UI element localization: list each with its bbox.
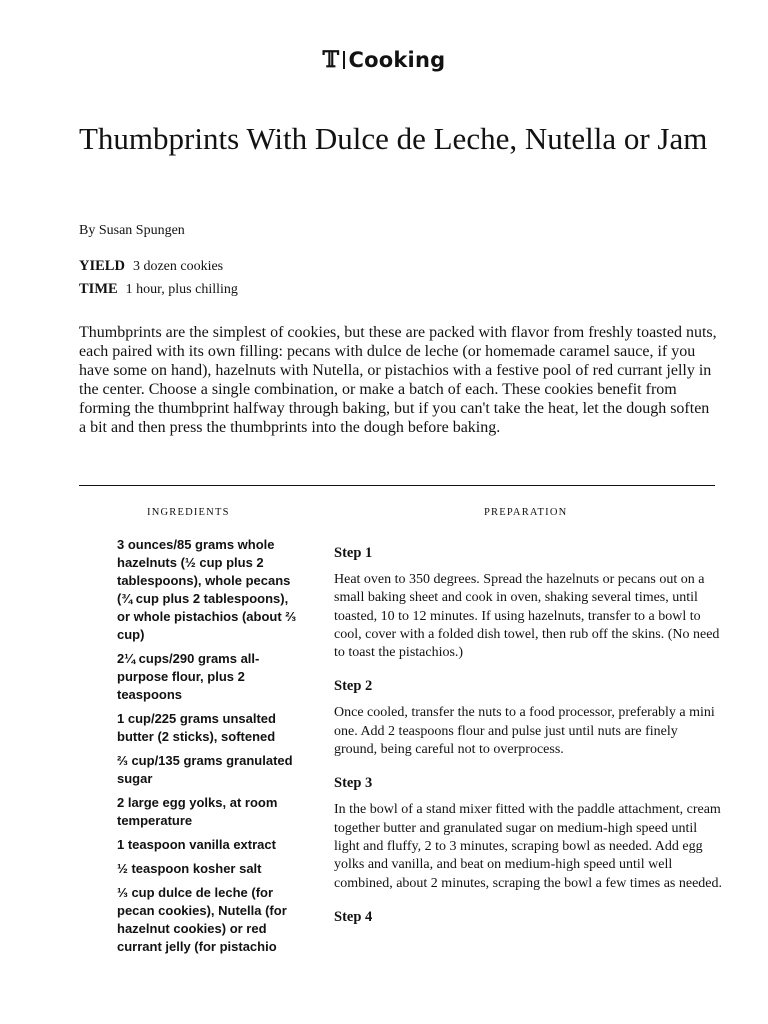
step-title: Step 1 xyxy=(334,545,373,561)
ingredient-item: 2 large egg yolks, at room temperature xyxy=(117,795,278,828)
recipe-time xyxy=(79,280,238,299)
step-text: Once cooled, transfer the nuts to a food processor, preferably a mini one. Add 2 teaspoons flour and pulse just until nuts are finely ground, being careful not to overprocess. xyxy=(334,705,715,758)
ingredient-item: ⅔ cup/135 grams granulated sugar xyxy=(117,753,293,786)
step-text: In the bowl of a stand mixer fitted with the paddle attachment, cream together butter and granulated sugar on medium-high speed until light and fluffy, 2 to 3 minutes, scraping bowl as needed. Add egg yolks and vanilla, and beat on medium-high speed until well combined, about 2 minutes, scraping the bowl a few times as needed. xyxy=(334,802,723,891)
ingredient-item: 2¼ cups/290 grams all-purpose flour, plus 2 teaspoons xyxy=(117,651,260,702)
preparation-steps xyxy=(334,544,722,941)
section-divider xyxy=(79,485,715,486)
ingredient-item: ½ teaspoon kosher salt xyxy=(117,861,262,876)
yield-value: 3 dozen cookies xyxy=(132,259,224,274)
logo-separator xyxy=(343,51,345,69)
preparation-heading: PREPARATION xyxy=(484,507,568,518)
logo-text: Cooking xyxy=(348,48,446,72)
step-title: Step 2 xyxy=(334,678,373,695)
ingredients-list xyxy=(117,536,302,962)
ingredient-item: ⅓ cup dulce de leche (for pecan cookies), Nutella (for hazelnut cookies) or red currant jelly (for pistachio xyxy=(117,885,287,954)
ingredient-item: 1 cup/225 grams unsalted butter (2 sticks), softened xyxy=(117,711,276,744)
preparation-step xyxy=(334,544,722,662)
preparation-step xyxy=(334,908,722,926)
step-title: Step 3 xyxy=(334,775,373,792)
nyt-cooking-logo[interactable] xyxy=(0,44,768,75)
preparation-step xyxy=(334,774,722,892)
recipe-yield xyxy=(79,257,223,276)
recipe-intro: Thumbprints are the simplest of cookies, but these are packed with flavor from freshly toasted nuts, each paired with its own filling: pecans with dulce de leche (or homemade caramel sauce, if you have some on hand), hazelnuts with Nutella, or pistachios with a festive pool of red currant jelly in the center. Choose a single combination, or make a batch of each. These cookies benefit from forming the thumbprint halfway through baking, but if you can't take the heat, let the dough soften a bit and then press the thumbprints into the dough before baking. xyxy=(79,324,717,436)
step-title: Step 4 xyxy=(334,908,373,925)
yield-label: YIELD xyxy=(79,258,125,274)
nyt-t-icon: 𝕋 xyxy=(322,47,340,73)
recipe-byline: By Susan Spungen xyxy=(79,223,185,238)
ingredient-item: 3 ounces/85 grams whole hazelnuts (½ cup plus 2 tablespoons), whole pecans (¾ cup plus 2 tablespoons), or whole pistachios (about ⅔ cup) xyxy=(117,537,297,642)
time-value: 1 hour, plus chilling xyxy=(125,282,238,297)
ingredients-heading: INGREDIENTS xyxy=(147,507,230,518)
time-label: TIME xyxy=(79,281,118,297)
recipe-title: Thumbprints With Dulce de Leche, Nutella or Jam xyxy=(79,121,708,156)
ingredient-item: 1 teaspoon vanilla extract xyxy=(117,837,276,852)
preparation-step xyxy=(334,677,722,759)
step-text: Heat oven to 350 degrees. Spread the hazelnuts or pecans out on a small baking sheet and cook in oven, shaking several times, until toasted, 10 to 12 minutes. If using hazelnuts, transfer to a bowl to cool, cover with a folded dish towel, then rub off the skins. (No need to toast the pistachios.) xyxy=(334,572,720,661)
